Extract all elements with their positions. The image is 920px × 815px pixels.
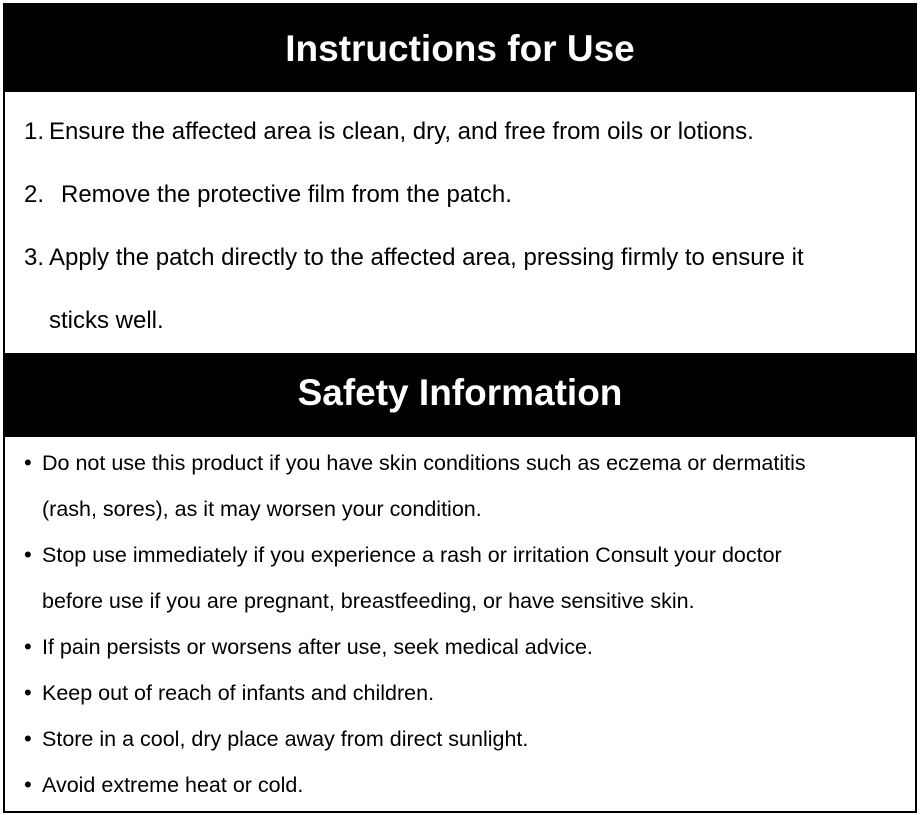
safety-item-text-continued: before use if you are pregnant, breastfeeding, or have sensitive skin.	[42, 589, 695, 613]
instructions-title: Instructions for Use	[5, 5, 915, 92]
bullet-icon: •	[24, 634, 32, 659]
safety-item-text: Stop use immediately if you experience a rash or irritation Consult your doctor	[42, 543, 782, 567]
safety-item	[5, 762, 915, 808]
instruction-step	[5, 100, 915, 163]
step-text-continued: sticks well.	[49, 307, 164, 334]
safety-title: Safety Information	[5, 353, 915, 437]
safety-item-text: If pain persists or worsens after use, seek medical advice.	[42, 635, 593, 659]
safety-item	[5, 716, 915, 762]
step-text: Apply the patch directly to the affected area, pressing firmly to ensure it	[49, 244, 804, 271]
safety-item-text-continued: (rash, sores), as it may worsen your condition.	[42, 497, 482, 521]
safety-item-text: Avoid extreme heat or cold.	[42, 773, 304, 797]
instruction-step	[5, 226, 915, 352]
safety-item	[5, 624, 915, 670]
safety-item	[5, 670, 915, 716]
safety-item-text: Store in a cool, dry place away from direct sunlight.	[42, 727, 529, 751]
bullet-icon: •	[24, 450, 32, 475]
safety-item-text: Keep out of reach of infants and children.	[42, 681, 435, 705]
label-sheet	[3, 3, 917, 813]
step-text: Ensure the affected area is clean, dry, and free from oils or lotions.	[49, 118, 754, 145]
safety-item	[5, 532, 915, 624]
step-number: 1.	[24, 118, 45, 145]
step-text: Remove the protective film from the patch.	[61, 181, 512, 208]
bullet-icon: •	[24, 542, 32, 567]
bullet-icon: •	[24, 772, 32, 797]
bullet-icon: •	[24, 680, 32, 705]
safety-item-text: Do not use this product if you have skin conditions such as eczema or dermatitis	[42, 451, 806, 475]
safety-list	[5, 437, 915, 808]
bullet-icon: •	[24, 726, 32, 751]
step-number: 2.	[24, 181, 45, 208]
instructions-list	[5, 92, 915, 353]
safety-item	[5, 440, 915, 532]
instruction-step	[5, 163, 915, 226]
step-number: 3.	[24, 244, 45, 271]
